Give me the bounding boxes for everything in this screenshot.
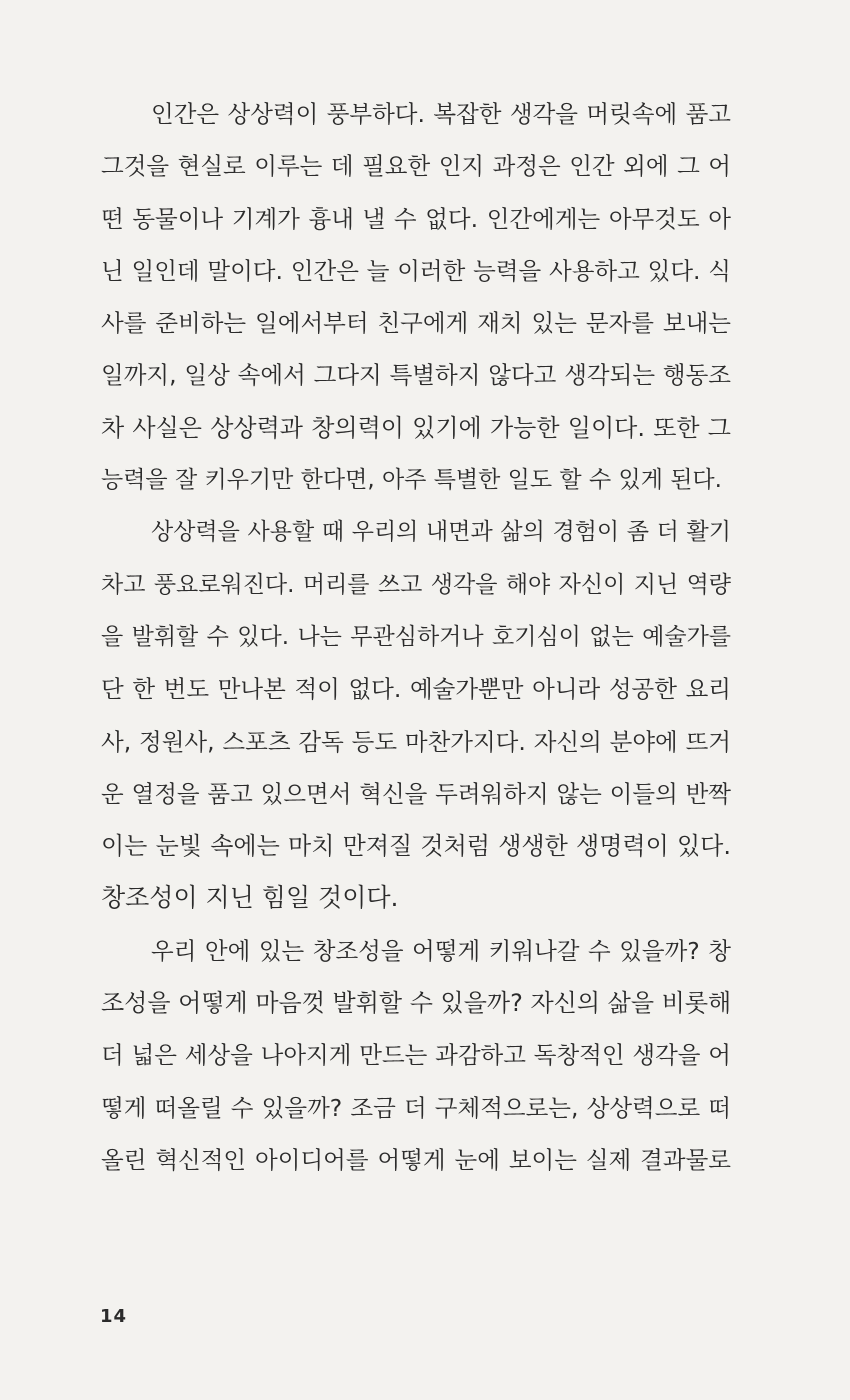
text-line: 올린 혁신적인 아이디어를 어떻게 눈에 보이는 실제 결과물로 — [101, 1145, 731, 1174]
text-line: 사, 정원사, 스포츠 감독 등도 마찬가지다. 자신의 분야에 뜨거 — [101, 727, 731, 756]
text-line: 창조성이 지닌 힘일 것이다. — [101, 883, 399, 913]
text-line: 일까지, 일상 속에서 그다지 특별하지 않다고 생각되는 행동조 — [101, 361, 731, 390]
text-line: 우리 안에 있는 창조성을 어떻게 키워나갈 수 있을까? 창 — [151, 936, 731, 965]
text-line: 더 넓은 세상을 나아지게 만드는 과감하고 독창적인 생각을 어 — [101, 1041, 731, 1070]
body-text — [101, 88, 731, 1186]
text-line: 사를 준비하는 일에서부터 친구에게 재치 있는 문자를 보내는 — [101, 309, 731, 338]
text-line: 단 한 번도 만나본 적이 없다. 예술가뿐만 아니라 성공한 요리 — [101, 675, 731, 704]
paragraph-1 — [101, 88, 731, 506]
text-line: 조성을 어떻게 마음껏 발휘할 수 있을까? 자신의 삶을 비롯해 — [101, 989, 732, 1018]
paragraph-2 — [101, 506, 731, 924]
text-line: 이는 눈빛 속에는 마치 만져질 것처럼 생생한 생명력이 있다. — [101, 832, 731, 861]
text-line: 능력을 잘 키우기만 한다면, 아주 특별한 일도 할 수 있게 된다. — [101, 467, 722, 494]
text-line: 차고 풍요로워진다. 머리를 쓰고 생각을 해야 자신이 지닌 역량 — [101, 571, 731, 598]
text-line: 차 사실은 상상력과 창의력이 있기에 가능한 일이다. 또한 그 — [101, 413, 731, 442]
text-line: 상상력을 사용할 때 우리의 내면과 삶의 경험이 좀 더 활기 — [151, 519, 731, 546]
text-line: 인간은 상상력이 풍부하다. 복잡한 생각을 머릿속에 품고 — [151, 100, 731, 128]
text-line: 닌 일인데 말이다. 인간은 늘 이러한 능력을 사용하고 있다. 식 — [101, 256, 731, 285]
page-number: 14 — [100, 1306, 128, 1327]
text-line: 운 열정을 품고 있으면서 혁신을 두려워하지 않는 이들의 반짝 — [101, 779, 731, 808]
paragraph-3 — [101, 925, 731, 1186]
text-line: 떻게 떠올릴 수 있을까? 조금 더 구체적으로는, 상상력으로 떠 — [101, 1093, 731, 1122]
text-line: 떤 동물이나 기계가 흉내 낼 수 없다. 인간에게는 아무것도 아 — [101, 204, 731, 233]
text-line: 을 발휘할 수 있다. 나는 무관심하거나 호기심이 없는 예술가를 — [101, 623, 731, 650]
text-line: 그것을 현실로 이루는 데 필요한 인지 과정은 인간 외에 그 어 — [101, 152, 731, 181]
